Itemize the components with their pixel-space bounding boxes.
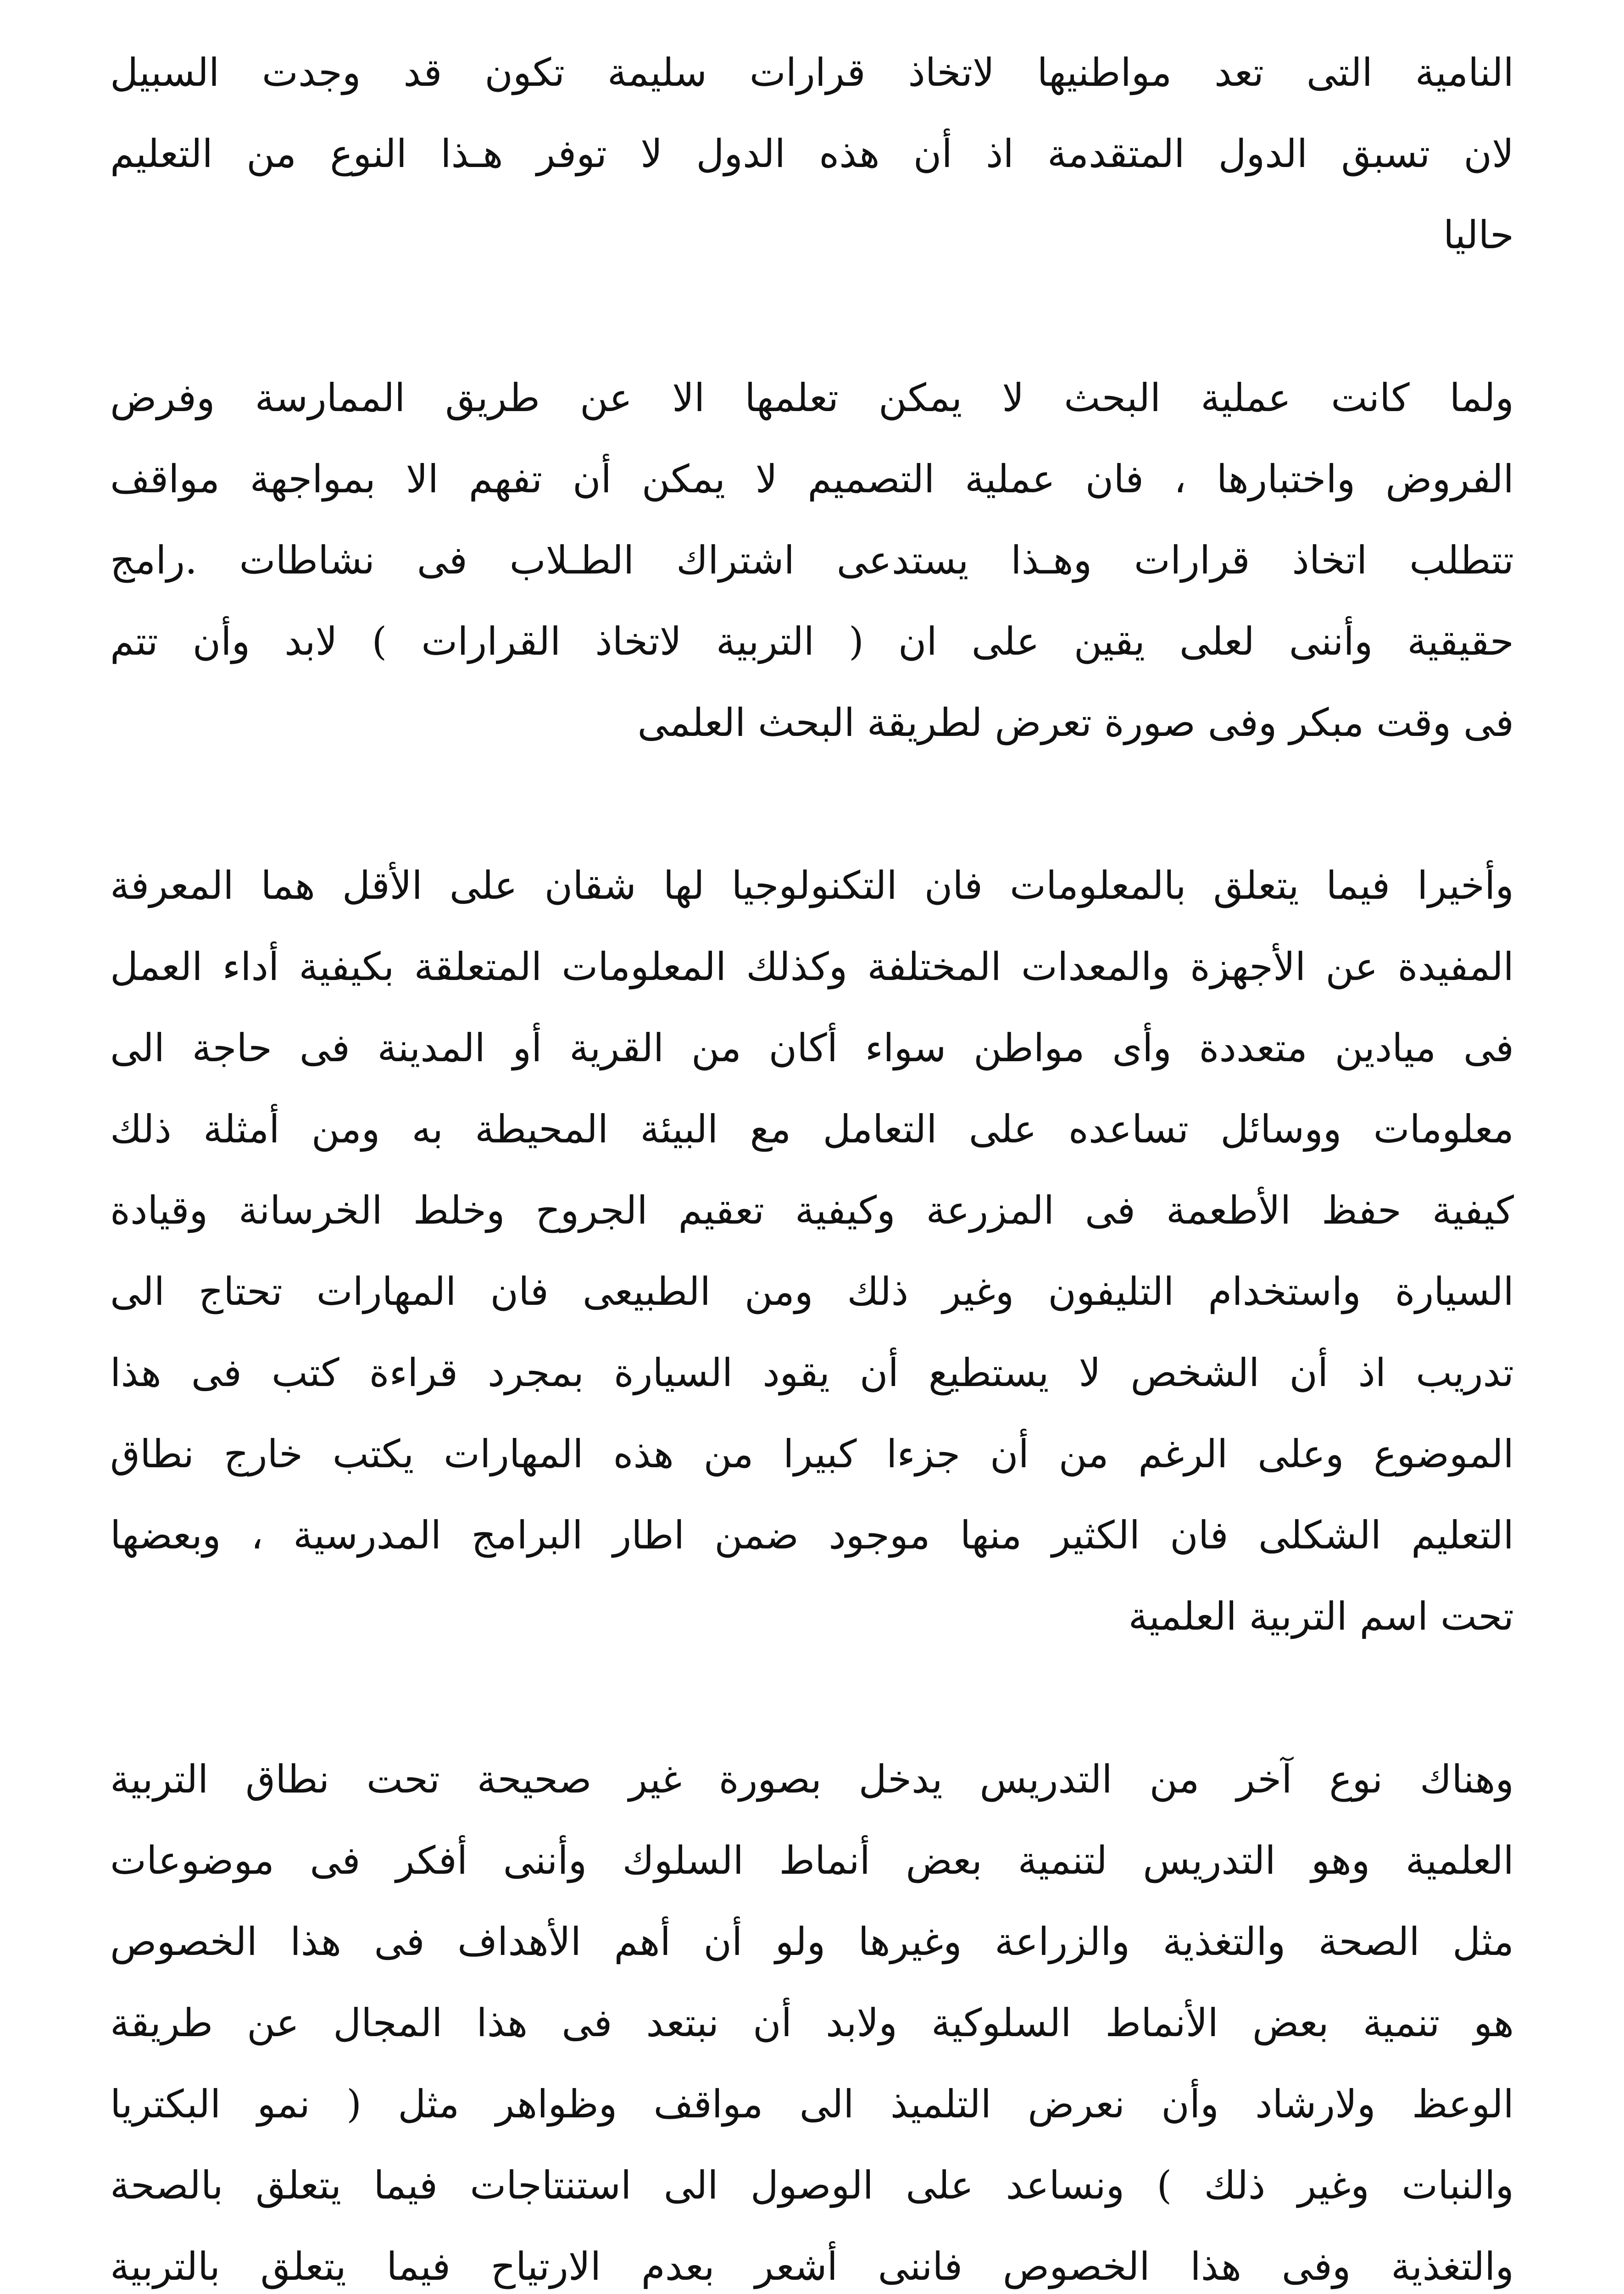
text-line: تحت اسم التربية العلمية xyxy=(1128,1594,1514,1639)
text-line: فى ميادين متعددة وأى مواطن سواء أكان من القرية أو المدينة فى حاجة الى xyxy=(110,1025,1514,1070)
text-line: الوعظ ولارشاد وأن نعرض التلميذ الى مواقف وظواهر مثل ( نمو البكتريا xyxy=(110,2082,1514,2127)
text-line: هو تنمية بعض الأنماط السلوكية ولابد أن نبتعد فى هذا المجال عن طريقة xyxy=(110,2000,1514,2045)
text-line: ولما كانت عملية البحث لا يمكن تعلمها الا عن طريق الممارسة وفرض xyxy=(110,375,1514,420)
text-line: النامية التى تعد مواطنيها لاتخاذ قرارات سليمة تكون قد وجدت السبيل xyxy=(110,50,1514,95)
paragraph-1 xyxy=(110,32,1514,276)
text-line: والنبات وغير ذلك ) ونساعد على الوصول الى استنتاجات فيما يتعلق بالصحة xyxy=(110,2163,1514,2208)
paragraph-3 xyxy=(110,845,1514,1657)
body-text xyxy=(110,32,1514,2294)
text-line: حقيقية وأننى لعلى يقين على ان ( التربية لاتخاذ القرارات ) لابد وأن تتم xyxy=(110,619,1514,664)
text-line: فى وقت مبكر وفى صورة تعرض لطريقة البحث العلمى xyxy=(637,700,1514,745)
text-line: مثل الصحة والتغذية والزراعة وغيرها ولو أن أهم الأهداف فى هذا الخصوص xyxy=(110,1919,1514,1964)
text-line: العلمية وهو التدريس لتنمية بعض أنماط السلوك وأننى أفكر فى موضوعات xyxy=(110,1838,1514,1883)
text-line: التعليم الشكلى فان الكثير منها موجود ضمن اطار البرامج المدرسية ، وبعضها xyxy=(110,1513,1514,1558)
text-line: والتغذية وفى هذا الخصوص فاننى أشعر بعدم الارتياح فيما يتعلق بالتربية xyxy=(110,2244,1514,2289)
text-line: حاليا xyxy=(1443,212,1514,257)
text-line: لان تسبق الدول المتقدمة اذ أن هذه الدول لا توفر هـذا النوع من التعليم xyxy=(110,131,1514,176)
paragraph-4 xyxy=(110,1739,1514,2294)
text-line: وأخيرا فيما يتعلق بالمعلومات فان التكنولوجيا لها شقان على الأقل هما المعرفة xyxy=(110,863,1514,908)
text-line: الموضوع وعلى الرغم من أن جزءا كبيرا من هذه المهارات يكتب خارج نطاق xyxy=(110,1431,1514,1476)
text-line: السيارة واستخدام التليفون وغير ذلك ومن الطبيعى فان المهارات تحتاج الى xyxy=(110,1269,1514,1314)
text-line: معلومات ووسائل تساعده على التعامل مع البيئة المحيطة به ومن أمثلة ذلك xyxy=(110,1107,1514,1152)
paragraph-2 xyxy=(110,357,1514,763)
text-line: تتطلب اتخاذ قرارات وهـذا يستدعى اشتراك الطـلاب فى نشاطات .رامج xyxy=(110,538,1514,583)
text-line: الفروض واختبارها ، فان عملية التصميم لا يمكن أن تفهم الا بمواجهة مواقف xyxy=(110,457,1514,501)
text-line: كيفية حفظ الأطعمة فى المزرعة وكيفية تعقيم الجروح وخلط الخرسانة وقيادة xyxy=(110,1188,1514,1233)
text-line: وهناك نوع آخر من التدريس يدخل بصورة غير صحيحة تحت نطاق التربية xyxy=(110,1757,1514,1802)
text-line: المفيدة عن الأجهزة والمعدات المختلفة وكذلك المعلومات المتعلقة بكيفية أداء العمل xyxy=(110,944,1514,989)
text-line: تدريب اذ أن الشخص لا يستطيع أن يقود السيارة بمجرد قراءة كتب فى هذا xyxy=(110,1350,1514,1395)
